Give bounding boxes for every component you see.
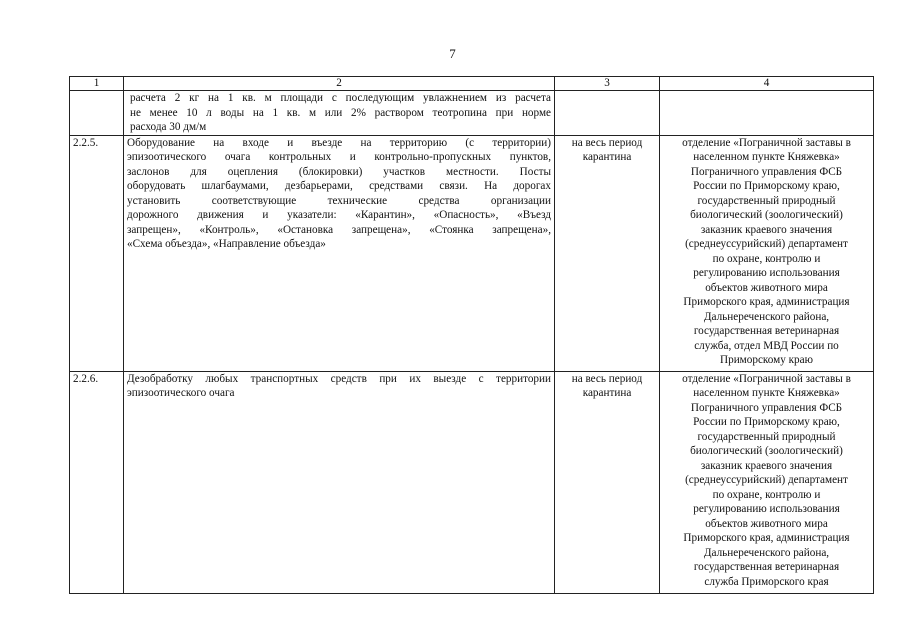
responsible-line: заказник краевого значения <box>700 459 833 472</box>
responsible-line: отделение «Пограничной заставы в <box>682 136 851 149</box>
period-cell <box>555 91 660 136</box>
measure-text-line: запрещен», «Контроль», «Остановка запрещена», «Стоянка запрещена», <box>127 223 551 236</box>
responsible-line: Дальнереченского района, <box>703 546 830 559</box>
responsible-line: служба, отдел МВД России по <box>694 339 839 352</box>
responsible-line: России по Приморскому краю, <box>693 416 840 428</box>
measure-text-line: установить соответствующие технические средства организации <box>127 194 551 207</box>
responsible-line: биологический (зоологический) <box>690 445 843 457</box>
measure-text-line: Оборудование на входе и въезде на территорию (с территории) <box>127 136 551 149</box>
measure-text-line: расчета 2 кг на 1 кв. м площади с последующим увлажнением из расчета <box>130 92 551 104</box>
item-number: 2.2.6. <box>70 371 124 593</box>
responsible-line: государственный природный <box>697 194 836 207</box>
period-cell <box>555 371 660 593</box>
measure-text-line: Дезобработку любых транспортных средств при их выезде с территории <box>127 372 551 385</box>
column-header-1: 1 <box>70 77 124 91</box>
measure-text-line: не менее 10 л воды на 1 кв. м или 2% раствором теотропина при норме <box>130 106 551 119</box>
period-line: карантина <box>582 387 632 399</box>
responsible-line: объектов животного мира <box>705 281 828 294</box>
responsible-line: Приморского края, администрация <box>683 296 850 308</box>
table-row <box>70 135 874 371</box>
responsible-line: по охране, контролю и <box>712 488 821 501</box>
column-header-4: 4 <box>660 77 874 91</box>
table-header-row <box>70 77 874 91</box>
item-number <box>70 91 124 136</box>
column-header-2: 2 <box>124 77 555 91</box>
responsible-line: государственная ветеринарная <box>693 325 840 337</box>
period-line: на весь период <box>571 136 643 149</box>
responsible-cell <box>660 91 874 136</box>
table-row <box>70 91 874 136</box>
measure-text-line: эпизоотического очага контрольных и контрольно-пропускных пунктов, <box>127 151 551 163</box>
measure-text-line: эпизоотического очага <box>127 387 235 399</box>
responsible-line: регулированию использования <box>693 503 840 515</box>
responsible-line: населенном пункте Княжевка» <box>693 151 840 163</box>
table-row <box>70 371 874 593</box>
responsible-line: Пограничного управления ФСБ <box>690 165 843 178</box>
responsible-line: Приморского края, администрация <box>683 532 850 544</box>
responsible-line: Пограничного управления ФСБ <box>690 401 843 414</box>
responsible-line: государственный природный <box>697 430 836 443</box>
measure-text <box>124 371 555 593</box>
period-cell <box>555 135 660 371</box>
measure-text-line: дорожного движения и указатели: «Карантин», «Опасность», «Въезд <box>127 209 551 221</box>
measure-text <box>124 135 555 371</box>
responsible-line: (среднеуссурийский) департамент <box>685 238 848 250</box>
responsible-line: служба Приморского края <box>704 575 829 588</box>
responsible-line: населенном пункте Княжевка» <box>693 387 840 399</box>
responsible-line: по охране, контролю и <box>712 252 821 265</box>
measure-text-line: заслонов для оцепления (блокировки) участков местности. Посты <box>127 165 551 178</box>
responsible-line: (среднеуссурийский) департамент <box>685 474 848 486</box>
period-line: карантина <box>582 151 632 163</box>
page-number: 7 <box>449 46 456 61</box>
responsible-line: биологический (зоологический) <box>690 209 843 221</box>
measure-text-line: расхода 30 дм/м <box>130 121 207 133</box>
item-number: 2.2.5. <box>70 135 124 371</box>
responsible-line: Дальнереченского района, <box>703 310 830 323</box>
period-line: на весь период <box>571 372 643 385</box>
measure-text-line: оборудовать шлагбаумами, дезбарьерами, средствами связи. На дорогах <box>127 180 551 192</box>
responsible-line: Приморскому краю <box>720 354 813 366</box>
responsible-cell <box>660 135 874 371</box>
responsible-line: России по Приморскому краю, <box>693 180 840 192</box>
responsible-line: регулированию использования <box>693 267 840 279</box>
responsible-line: отделение «Пограничной заставы в <box>682 372 851 385</box>
responsible-line: объектов животного мира <box>705 517 828 530</box>
measure-text <box>124 91 555 136</box>
responsible-line: заказник краевого значения <box>700 223 833 236</box>
measure-text-line: «Схема объезда», «Направление объезда» <box>127 238 326 250</box>
column-header-3: 3 <box>555 77 660 91</box>
responsible-line: государственная ветеринарная <box>693 561 840 573</box>
responsible-cell <box>660 371 874 593</box>
measures-table <box>69 76 874 594</box>
